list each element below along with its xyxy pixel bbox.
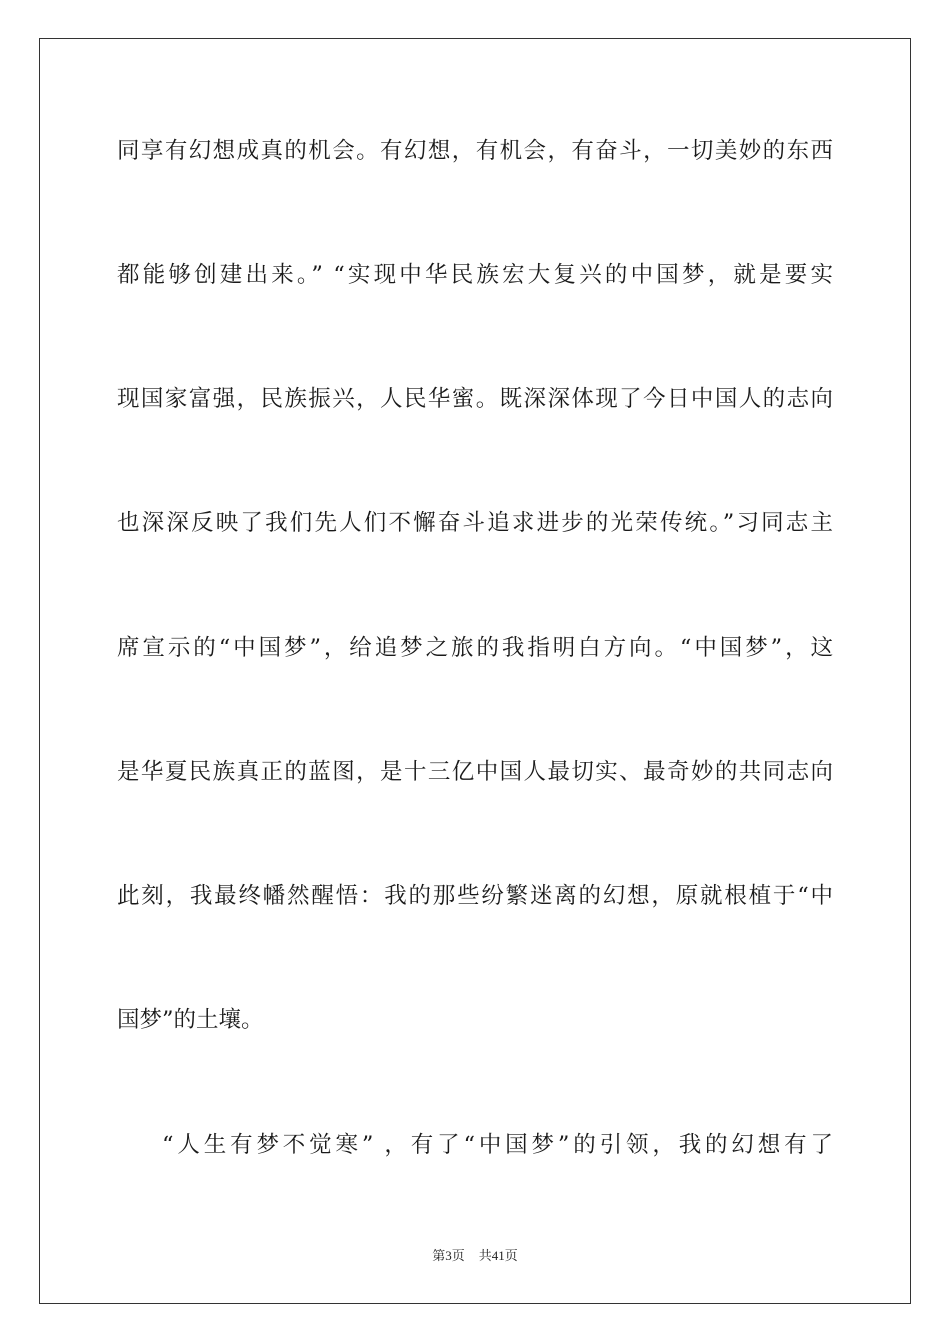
page-border xyxy=(39,38,911,1304)
text-line-4: 也深深反映了我们先人们不懈奋斗追求进步的光荣传统。”习同志主 xyxy=(117,510,833,536)
text-line-5: 席宣示的“中国梦”，给追梦之旅的我指明白方向。“中国梦”，这 xyxy=(117,635,833,661)
text-line-2: 都能够创建出来。” “实现中华民族宏大复兴的中国梦，就是要实 xyxy=(117,262,833,288)
page-footer xyxy=(0,1247,950,1265)
text-line-3: 现国家富强，民族振兴，人民华蜜。既深深体现了今日中国人的志向 xyxy=(117,386,833,412)
page-number: 第3页 xyxy=(432,1248,465,1263)
text-line-8: 国梦”的土壤。 xyxy=(117,1007,264,1033)
text-line-9: “人生有梦不觉寒” ，有了“中国梦”的引领，我的幻想有了 xyxy=(162,1132,833,1158)
text-line-1: 同享有幻想成真的机会。有幻想，有机会，有奋斗，一切美妙的东西 xyxy=(117,138,833,164)
total-pages: 共41页 xyxy=(478,1248,518,1263)
text-line-7: 此刻，我最终幡然醒悟：我的那些纷繁迷离的幻想，原就根植于“中 xyxy=(117,883,833,909)
text-line-6: 是华夏民族真正的蓝图，是十三亿中国人最切实、最奇妙的共同志向 xyxy=(117,759,833,785)
